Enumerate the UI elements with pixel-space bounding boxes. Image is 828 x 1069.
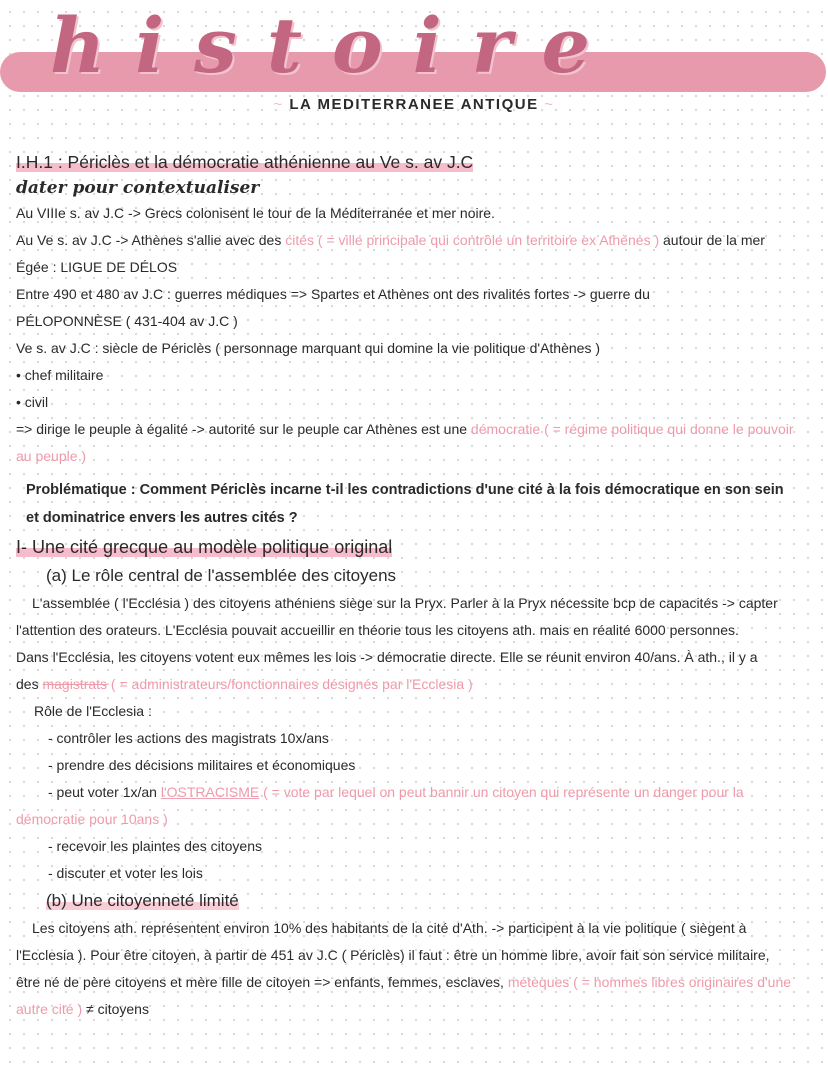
notes-content <box>16 148 816 1023</box>
subtitle-text: LA MEDITERRANEE ANTIQUE <box>289 96 539 113</box>
problematic-line-1: Problématique : Comment Périclès incarne t-il les contradictions d'une cité à la fois démocratique en son sein <box>26 482 784 498</box>
citizenship-line-4: autre cité ) ≠ citoyens <box>16 1001 149 1017</box>
bullet-military: • chef militaire <box>16 367 104 383</box>
role-item-3-cont: démocratie pour 10ans ) <box>16 811 168 827</box>
page-subtitle <box>0 96 828 113</box>
role-item-5: - discuter et voter les lois <box>48 865 203 881</box>
problematic-line-2: et dominatrice envers les autres cités ? <box>26 510 298 526</box>
intro-line-2: Au Ve s. av J.C -> Athènes s'allie avec des cités ( = ville principale qui contrôle un territoire ex Athènes ) autour de la mer <box>16 232 765 248</box>
role-item-3: - peut voter 1x/an l'OSTRACISME ( = vote par lequel on peut bannir un citoyen qui représente un danger pour la <box>48 784 744 800</box>
wave-right-icon: ~ <box>538 96 555 113</box>
page-title: histoire <box>50 1 620 90</box>
assembly-line-4: des magistrats ( = administrateurs/fonctionnaires désignés par l'Ecclesia ) <box>16 676 473 692</box>
chapter-heading: I.H.1 : Périclès et la démocratie athénienne au Ve s. av J.C <box>16 152 474 172</box>
role-item-1: - contrôler les actions des magistrats 10x/ans <box>48 730 329 746</box>
assembly-line-1: L'assemblée ( l'Ecclésia ) des citoyens athéniens siège sur la Pryx. Parler à la Pryx nécessite bcp de capacités -> capter <box>32 595 778 611</box>
intro-line-8: au peuple ) <box>16 448 87 464</box>
bullet-civil: • civil <box>16 394 49 410</box>
intro-line-1: Au VIIIe s. av J.C -> Grecs colonisent le tour de la Méditerranée et mer noire. <box>16 205 495 221</box>
method-note: dater pour contextualiser <box>16 178 260 198</box>
subsection-a-title: (a) Le rôle central de l'assemblée des citoyens <box>46 566 397 585</box>
intro-line-3: Égée : LIGUE DE DÉLOS <box>16 259 178 275</box>
intro-line-5: PÉLOPONNÈSE ( 431-404 av J.C ) <box>16 313 238 329</box>
role-heading: Rôle de l'Ecclesia : <box>34 703 152 719</box>
intro-line-6: Ve s. av J.C : siècle de Périclès ( personnage marquant qui domine la vie politique d'Athènes ) <box>16 340 600 356</box>
citizenship-line-1: Les citoyens ath. représentent environ 10% des habitants de la cité d'Ath. -> participent à la vie politique ( siègent à <box>32 920 747 936</box>
section-1-title: I- Une cité grecque au modèle politique original <box>16 537 393 557</box>
subsection-b-title: (b) Une citoyenneté limité <box>46 891 239 910</box>
assembly-line-3: Dans l'Ecclésia, les citoyens votent eux mêmes les lois -> démocratie directe. Elle se réunit environ 40/ans. À ath., il y a <box>16 649 758 665</box>
citizenship-line-2: l'Ecclesia ). Pour être citoyen, à partir de 451 av J.C ( Périclès) il faut : être un homme libre, avoir fait son service militaire, <box>16 947 770 963</box>
role-item-4: - recevoir les plaintes des citoyens <box>48 838 262 854</box>
intro-line-4: Entre 490 et 480 av J.C : guerres médiques => Spartes et Athènes ont des rivalités fortes -> guerre du <box>16 286 650 302</box>
assembly-line-2: l'attention des orateurs. L'Ecclésia pouvait accueillir en théorie tous les citoyens ath. mais en réalité 6000 personnes. <box>16 622 739 638</box>
intro-line-7: => dirige le peuple à égalité -> autorité sur le peuple car Athènes est une démocratie ( = régime politique qui donne le pouvoir <box>16 421 794 437</box>
role-item-2: - prendre des décisions militaires et économiques <box>48 757 356 773</box>
wave-left-icon: ~ <box>273 96 290 113</box>
citizenship-line-3: être né de père citoyens et mère fille de citoyen => enfants, femmes, esclaves, métèques ( = hommes libres originaires d'une <box>16 974 792 990</box>
